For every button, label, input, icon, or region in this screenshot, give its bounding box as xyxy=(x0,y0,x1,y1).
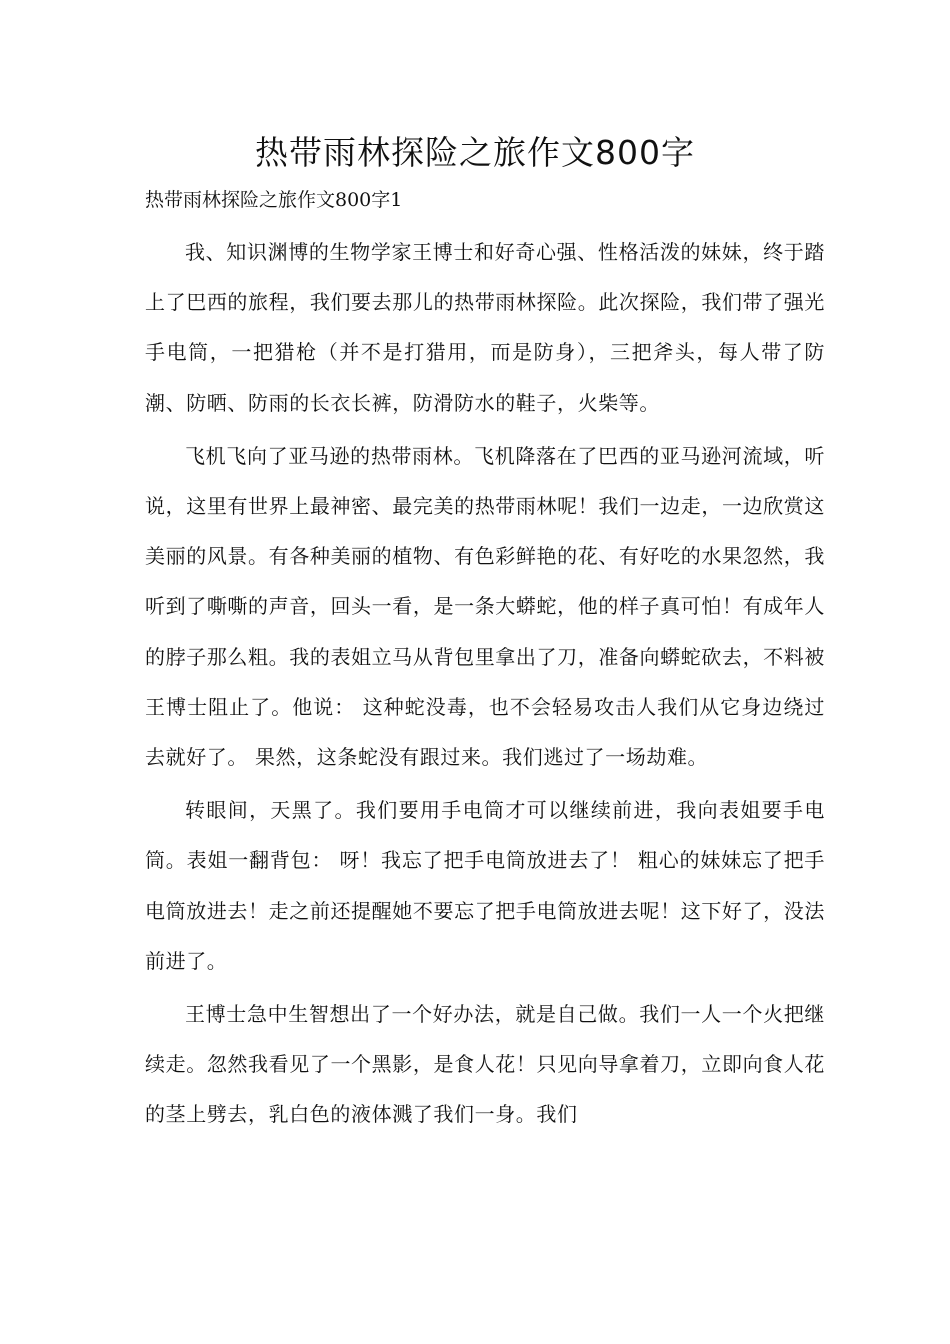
paragraph: 飞机飞向了亚马逊的热带雨林。飞机降落在了巴西的亚马逊河流域，听说，这里有世界上最神密、最完美的热带雨林呢！我们一边走，一边欣赏这美丽的风景。有各种美丽的植物、有色彩鲜艳的花、有好吃的水果忽然，我听到了嘶嘶的声音，回头一看，是一条大蟒蛇，他的样子真可怕！有成年人的脖子那么粗。我的表姐立马从背包里拿出了刀，准备向蟒蛇砍去，不料被王博士阻止了。他说： 这种蛇没毒，也不会轻易攻击人我们从它身边绕过去就好了。 果然，这条蛇没有跟过来。我们逃过了一场劫难。 xyxy=(145,443,825,770)
paragraph: 转眼间，天黑了。我们要用手电筒才可以继续前进，我向表姐要手电筒。表姐一翻背包： 呀！我忘了把手电筒放进去了！ 粗心的妹妹忘了把手电筒放进去！走之前还提醒她不要忘了把手电筒放进去呢！这下好了，没法前进了。 xyxy=(145,798,825,973)
paragraph: 王博士急中生智想出了一个好办法，就是自己做。我们一人一个火把继续走。忽然我看见了一个黑影，是食人花！只见向导拿着刀，立即向食人花的茎上劈去，乳白色的液体溅了我们一身。我们 xyxy=(145,1002,825,1127)
document-title: 热带雨林探险之旅作文800字 xyxy=(255,133,695,172)
document-subtitle: 热带雨林探险之旅作文800字1 xyxy=(145,189,403,211)
document-body xyxy=(145,227,825,1143)
paragraph: 我、知识渊博的生物学家王博士和好奇心强、性格活泼的妹妹，终于踏上了巴西的旅程，我们要去那儿的热带雨林探险。此次探险，我们带了强光手电筒，一把猎枪（并不是打猎用，而是防身），三把斧头，每人带了防潮、防晒、防雨的长衣长裤，防滑防水的鞋子，火柴等。 xyxy=(145,240,825,415)
